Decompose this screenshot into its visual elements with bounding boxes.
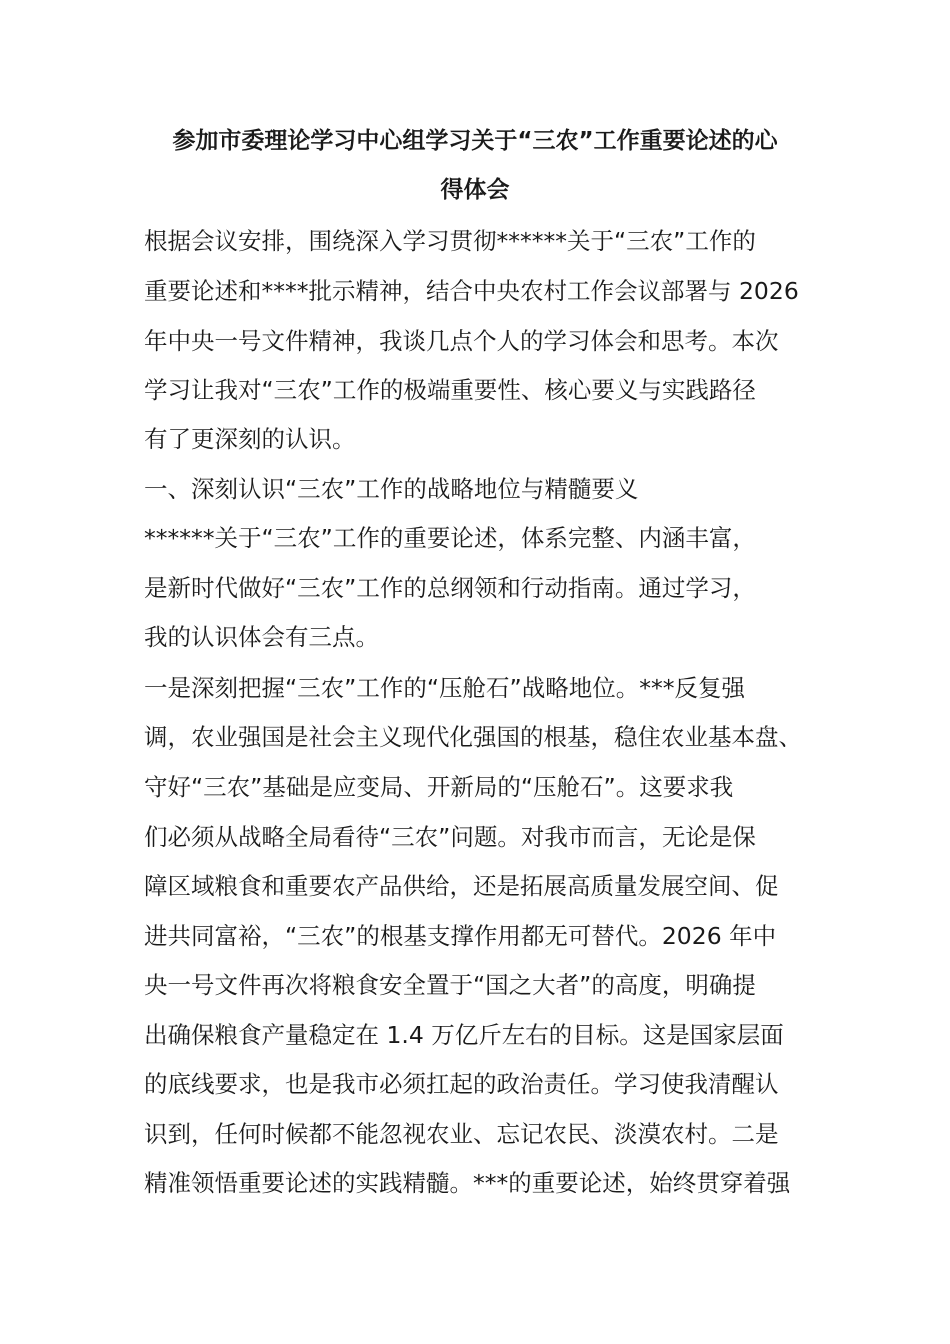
body-text-line: 的底线要求，也是我市必须扛起的政治责任。学习使我清醒认: [144, 1070, 779, 1098]
section-heading: 一、深刻认识“三农”工作的战略地位与精髓要义: [144, 475, 639, 503]
body-text-line: ******关于“三农”工作的重要论述，体系完整、内涵丰富，: [144, 524, 756, 552]
body-text-line: 守好“三农”基础是应变局、开新局的“压舱石”。这要求我: [144, 773, 734, 801]
body-text-line: 一是深刻把握“三农”工作的“压舱石”战略地位。***反复强: [144, 674, 745, 702]
body-text-line: 进共同富裕，“三农”的根基支撑作用都无可替代。2026 年中: [144, 922, 777, 950]
body-text-line: 们必须从战略全局看待“三农”问题。对我市而言，无论是保: [144, 823, 756, 851]
body-text-line: 调，农业强国是社会主义现代化强国的根基，稳住农业基本盘、: [144, 723, 802, 751]
document-title-line-2: 得体会: [440, 177, 510, 203]
body-text-line: 识到，任何时候都不能忽视农业、忘记农民、淡漠农村。二是: [144, 1120, 779, 1148]
body-text-line: 障区域粮食和重要农产品供给，还是拓展高质量发展空间、促: [144, 872, 779, 900]
body-text-line: 是新时代做好“三农”工作的总纲领和行动指南。通过学习，: [144, 574, 756, 602]
body-text-line: 我的认识体会有三点。: [144, 623, 379, 651]
body-text-line: 重要论述和****批示精神，结合中央农村工作会议部署与 2026: [144, 277, 799, 305]
body-text-line: 央一号文件再次将粮食安全置于“国之大者”的高度，明确提: [144, 971, 756, 999]
body-text-line: 学习让我对“三农”工作的极端重要性、核心要义与实践路径: [144, 376, 756, 404]
document-title-line-1: 参加市委理论学习中心组学习关于“三农”工作重要论述的心: [172, 128, 778, 154]
body-text-line: 有了更深刻的认识。: [144, 425, 356, 453]
body-text-line: 出确保粮食产量稳定在 1.4 万亿斤左右的目标。这是国家层面: [144, 1021, 784, 1049]
body-text-line: 年中央一号文件精神，我谈几点个人的学习体会和思考。本次: [144, 327, 779, 355]
body-text-line: 精准领悟重要论述的实践精髓。***的重要论述，始终贯穿着强: [144, 1169, 791, 1197]
body-text-line: 根据会议安排，围绕深入学习贯彻******关于“三农”工作的: [144, 227, 756, 255]
